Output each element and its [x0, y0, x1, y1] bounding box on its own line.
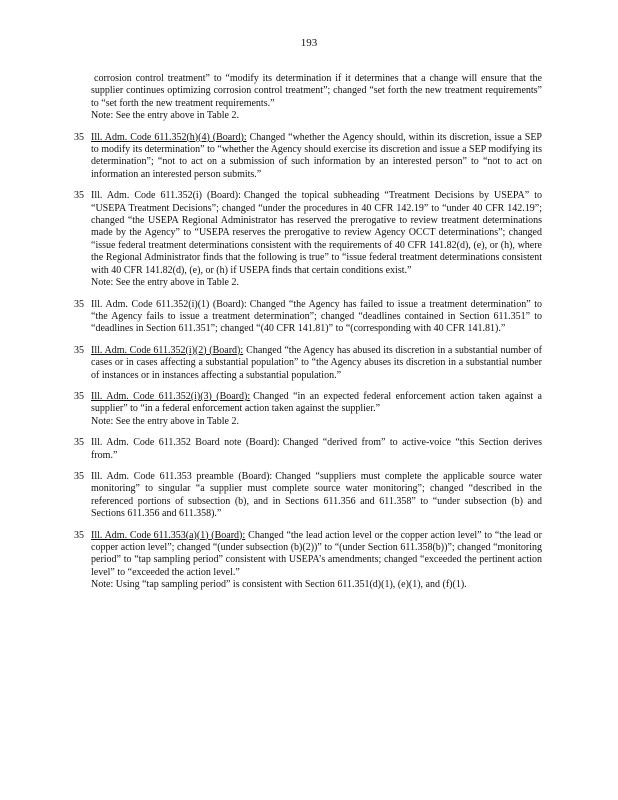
entry-body — [91, 530, 542, 592]
entry-citation: Ill. Adm. Code 611.353(a)(1) (Board): — [91, 529, 246, 541]
entry-text: Changed “the Agency has abused its discretion in a substantial number of cases or in cases affecting a substantial population” to “the Agency abuses its discretion in a substantial number of instances or in instances affecting a substantial population.” — [91, 344, 542, 381]
entry-body — [91, 471, 542, 521]
entry-prefix: 35 — [74, 470, 84, 482]
amendment-entry — [74, 471, 542, 521]
entry-citation: Ill. Adm. Code 611.352(h)(4) (Board): — [91, 131, 247, 143]
entry-note: Note: See the entry above in Table 2. — [91, 277, 239, 289]
entry-citation: Ill. Adm. Code 611.352(i)(2) (Board): — [91, 344, 244, 356]
entry-citation: Ill. Adm. Code 611.352 Board note (Board): — [91, 437, 280, 449]
entry-text: Changed “whether the Agency should, within its discretion, issue a SEP to modify its determination” to “whether the Agency should exercise its discretion and issue a SEP modifying its determination”; “not to act on a submission of such information by an interested person” to “not to act on information an interested person submits.” — [91, 131, 542, 180]
amendment-entry — [74, 345, 542, 382]
entry-body — [91, 345, 542, 382]
amendment-entry — [74, 190, 542, 289]
amendment-entry — [74, 530, 542, 592]
entry-note: Note: See the entry above in Table 2. — [91, 415, 239, 427]
entry-text: corrosion control treatment” to “modify its determination if it determines that a change will ensure that the supplier continues optimizing corrosion control treatment”; changed “set forth the new treatment requirements” to “set forth the new treatment requirements.” — [91, 73, 542, 109]
entry-body — [91, 132, 542, 182]
entry-prefix: 35 — [74, 190, 84, 202]
entry-text: Changed “derived from” to active-voice “this Section derives from.” — [91, 437, 542, 461]
entry-prefix — [74, 73, 91, 123]
entry-prefix: 35 — [74, 131, 84, 143]
entry-text: Changed “the Agency has failed to issue a treatment determination” to “the Agency fails to issue a treatment determination”; changed “deadlines contained in Section 611.351” to “deadlines in Section 611.351”; changed “(40 CFR 141.81)” to “(corresponding with 40 CFR 141.81).” — [91, 298, 542, 335]
entry-body — [91, 391, 542, 428]
amendment-entry — [74, 299, 542, 336]
amendment-entry — [74, 391, 542, 428]
entry-citation: Ill. Adm. Code 611.352(i) (Board): — [91, 190, 241, 202]
entry-body — [91, 299, 542, 336]
entry-text: Changed the topical subheading “Treatment Decisions by USEPA” to “USEPA Treatment Decisions”; changed “under the procedures in 40 CFR 142.19” to “under 40 CFR 142.19”; changed “the USEPA Regional Administrator has reserved the prerogative to review treatment determinations made by the Agency” to “USEPA reserves the prerogative to review Agency OCCT determinations”; changed “issue federal treatment determinations consistent with the requirements of 40 CFR 141.82(d), (e), or (h), where the Regional Administrator finds that the following is true” to “issue federal treatment determinations consistent with 40 CFR 141.82(d), (e), or (h) if USEPA finds that certain conditions exist.” — [91, 190, 542, 276]
amendment-entry — [74, 73, 542, 123]
entry-citation: Ill. Adm. Code 611.353 preamble (Board): — [91, 470, 273, 482]
entry-body — [91, 190, 542, 289]
entry-prefix: 35 — [74, 437, 84, 449]
entry-body — [91, 73, 542, 123]
entry-citation: Ill. Adm. Code 611.352(i)(1) (Board): — [91, 298, 247, 310]
entry-citation: Ill. Adm. Code 611.352(i)(3) (Board): — [91, 390, 251, 402]
entry-prefix: 35 — [74, 298, 84, 310]
entry-text: Changed “in an expected federal enforcement action taken against a supplier” to “in a federal enforcement action taken against the supplier.” — [91, 390, 542, 415]
entry-note: Note: See the entry above in Table 2. — [91, 110, 239, 122]
entry-text: Changed “the lead action level or the copper action level” to “the lead or copper action level”; changed “(under subsection (b)(2))” to “(under Section 611.358(b))”; changed “monitoring period” to “tap sampling period” consistent with USEPA’s amendments; changed “exceeded the pertinent action level” to “exceeded the action level.” — [91, 529, 542, 578]
entry-note: Note: Using “tap sampling period” is consistent with Section 611.351(d)(1), (e)(1), and (f)(1). — [91, 579, 467, 591]
entry-prefix: 35 — [74, 390, 84, 402]
entry-body — [91, 437, 542, 462]
document-body — [74, 73, 542, 601]
amendment-entry — [74, 437, 542, 462]
entry-prefix: 35 — [74, 529, 84, 541]
amendment-entry — [74, 132, 542, 182]
entry-text: Changed “suppliers must complete the applicable source water monitoring” to singular “a supplier must complete source water monitoring”; changed “described in the referenced portions of subsection (b), and in Sections 611.356 and 611.358” to “under subsection (b) and Sections 611.356 and 611.358).” — [91, 470, 542, 520]
entry-prefix: 35 — [74, 344, 84, 356]
page-number: 193 — [300, 37, 318, 49]
